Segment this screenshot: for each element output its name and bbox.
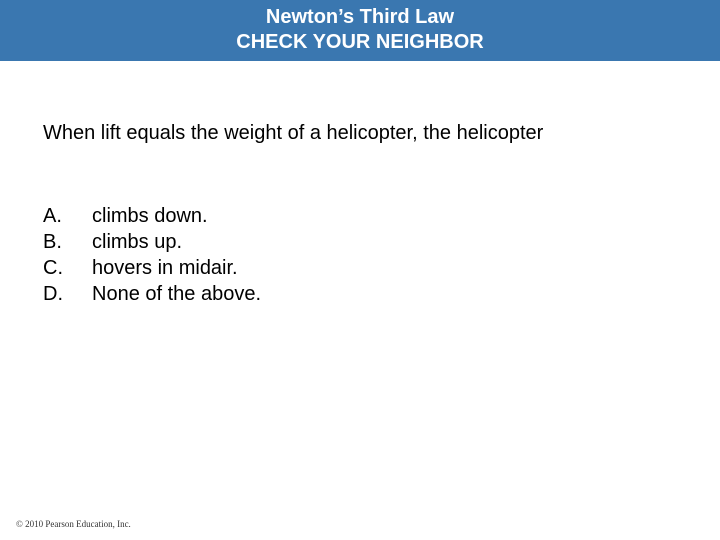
- slide-title: Newton’s Third Law: [265, 6, 455, 28]
- choice-text: climbs up.: [92, 231, 183, 253]
- copyright-notice: © 2010 Pearson Education, Inc.: [16, 519, 131, 529]
- slide-subtitle: CHECK YOUR NEIGHBOR: [236, 31, 484, 53]
- answer-choices: [43, 203, 261, 307]
- choice-c: [43, 255, 261, 281]
- choice-text: hovers in midair.: [92, 257, 238, 279]
- choice-letter: B.: [43, 231, 62, 253]
- choice-text: climbs down.: [92, 205, 208, 227]
- question-text: When lift equals the weight of a helicopter, the helicopter: [43, 122, 544, 144]
- choice-a: [43, 203, 261, 229]
- choice-letter: C.: [43, 257, 63, 279]
- choice-text: None of the above.: [92, 283, 262, 305]
- choice-letter: D.: [43, 283, 63, 305]
- choice-letter: A.: [43, 205, 62, 227]
- slide-header: [0, 0, 720, 61]
- choice-b: [43, 229, 261, 255]
- choice-d: [43, 281, 261, 307]
